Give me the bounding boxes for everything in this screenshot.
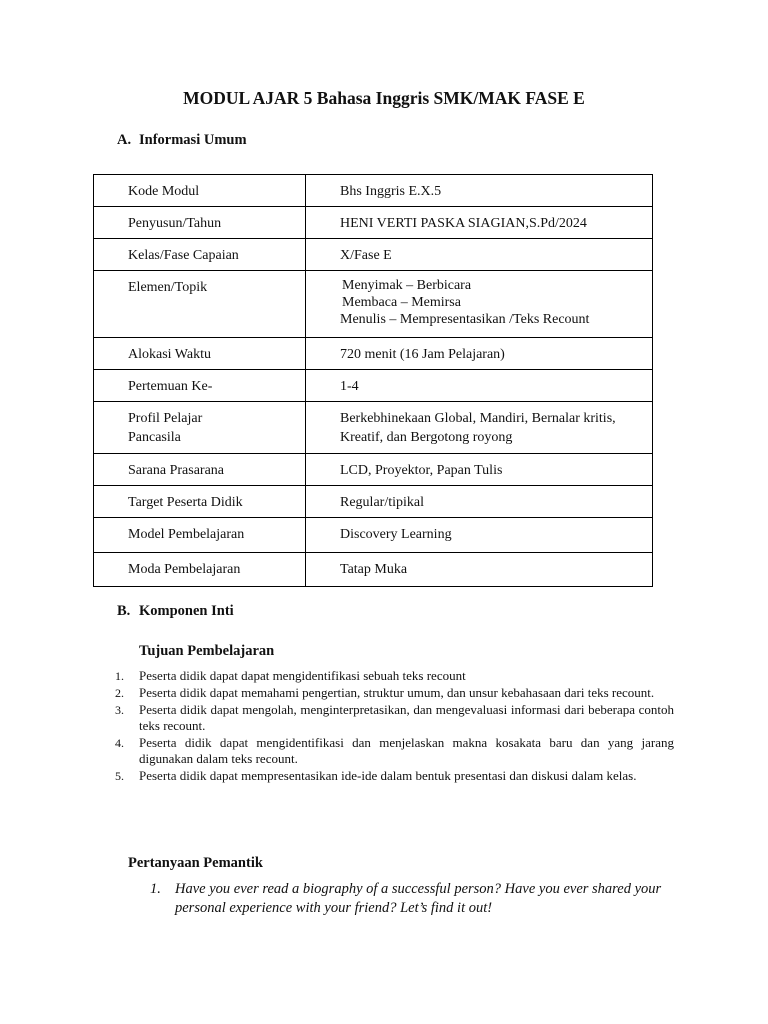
table-value: Discovery Learning	[340, 527, 452, 542]
list-text: Have you ever read a biography of a successful person? Have you ever shared your personal experience with your friend? Let’s find it out!	[175, 881, 662, 916]
table-key-cell	[94, 175, 306, 207]
list-item	[93, 668, 674, 684]
table-value-cell	[306, 370, 653, 402]
list-text: mempresentasikan ide-ide dalam bentuk presentasi dan diskusi dalam kelas.	[237, 768, 637, 783]
table-key: Kelas/Fase Capaian	[128, 248, 239, 263]
list-number: 2.	[115, 686, 124, 700]
table-key: Target Peserta Didik	[128, 495, 243, 510]
table-key-cell	[94, 271, 306, 338]
table-key-cell	[94, 454, 306, 486]
table-value: LCD, Proyektor, Papan Tulis	[340, 463, 503, 478]
table-value: X/Fase E	[340, 248, 392, 263]
list-text: mengidentifikasi dan menjelaskan makna kosakata baru dan yang jarang digunakan dalam teks recount.	[139, 735, 674, 766]
table-value-cell	[306, 402, 653, 454]
list-item	[150, 880, 670, 918]
table-value-line: Berkebhinekaan Global, Mandiri, Bernalar kritis,	[340, 411, 616, 426]
list-item	[93, 702, 674, 734]
table-value-cell	[306, 454, 653, 486]
section-b-letter: B.	[117, 603, 131, 619]
table-value: Bhs Inggris E.X.5	[340, 184, 442, 199]
list-number: 5.	[115, 769, 124, 783]
table-value-cell	[306, 338, 653, 370]
table-value-cell	[306, 271, 653, 338]
table-row	[94, 486, 653, 518]
table-row	[94, 175, 653, 207]
page-title: MODUL AJAR 5 Bahasa Inggris SMK/MAK FASE E	[183, 88, 585, 108]
table-key: Kode Modul	[128, 184, 200, 199]
table-value: Regular/tipikal	[340, 495, 424, 510]
list-text: dapat mengidentifikasi sebuah teks recount	[237, 668, 466, 683]
table-value-cell	[306, 207, 653, 239]
list-item	[93, 685, 674, 701]
list-text: mengolah, menginterpretasikan, dan mengevaluasi informasi dari beberapa contoh teks recount.	[139, 702, 674, 733]
table-key-cell	[94, 370, 306, 402]
table-key-line: Profil Pelajar	[128, 411, 203, 426]
table-key: Penyusun/Tahun	[128, 216, 222, 231]
table-key: Alokasi Waktu	[128, 347, 211, 362]
table-key: Pertemuan Ke-	[128, 379, 213, 394]
list-text: memahami pengertian, struktur umum, dan unsur kebahasaan dari teks recount.	[237, 685, 655, 700]
list-lead: Peserta didik dapat	[139, 768, 238, 783]
table-value-cell	[306, 239, 653, 271]
table-value-cell	[306, 518, 653, 553]
list-number: 3.	[115, 703, 124, 717]
table-key	[128, 402, 305, 447]
section-a-label: Informasi Umum	[139, 132, 247, 148]
table-key-line: Pancasila	[128, 430, 181, 445]
table-key-cell	[94, 486, 306, 518]
list-lead: Peserta didik dapat	[139, 702, 239, 717]
list-lead: Peserta didik dapat	[139, 735, 249, 750]
table-value-line: Kreatif, dan Bergotong royong	[340, 430, 513, 445]
pemantik-title: Pertanyaan Pemantik	[128, 855, 263, 871]
table-value	[340, 402, 652, 447]
table-value: Tatap Muka	[340, 562, 408, 577]
table-value-line: Menulis – Mempresentasikan /Teks Recount	[340, 312, 590, 327]
table-value	[340, 271, 652, 328]
list-lead: Peserta didik dapat	[139, 668, 238, 683]
table-key-cell	[94, 518, 306, 553]
list-number: 1.	[150, 881, 161, 897]
list-number: 1.	[115, 669, 124, 683]
table-key: Model Pembelajaran	[128, 527, 245, 542]
table-row	[94, 271, 653, 338]
table-value: 1-4	[340, 379, 359, 394]
table-value-cell	[306, 486, 653, 518]
table-row	[94, 454, 653, 486]
table-key: Sarana Prasarana	[128, 463, 225, 478]
section-b-label: Komponen Inti	[139, 603, 234, 619]
table-key-cell	[94, 338, 306, 370]
list-item	[93, 768, 674, 784]
table-value-cell	[306, 175, 653, 207]
table-row	[94, 239, 653, 271]
section-a-letter: A.	[117, 132, 132, 148]
table-row	[94, 518, 653, 553]
info-table	[93, 174, 653, 587]
table-key-cell	[94, 207, 306, 239]
table-value-cell	[306, 553, 653, 587]
table-row	[94, 402, 653, 454]
section-b-heading	[117, 603, 234, 620]
table-row	[94, 207, 653, 239]
section-a-heading	[117, 132, 247, 149]
list-item	[93, 735, 674, 767]
list-number: 4.	[115, 736, 124, 750]
tujuan-title: Tujuan Pembelajaran	[139, 643, 275, 659]
list-lead: Peserta didik dapat	[139, 685, 238, 700]
table-value-line: Membaca – Memirsa	[342, 295, 461, 310]
table-value: 720 menit (16 Jam Pelajaran)	[340, 347, 505, 362]
table-key: Moda Pembelajaran	[128, 562, 241, 577]
table-value: HENI VERTI PASKA SIAGIAN,S.Pd/2024	[340, 216, 587, 231]
table-row	[94, 338, 653, 370]
table-key-cell	[94, 239, 306, 271]
tujuan-list	[93, 668, 674, 785]
table-key-cell	[94, 553, 306, 587]
table-value-line: Menyimak – Berbicara	[342, 278, 472, 293]
pemantik-list	[150, 880, 670, 918]
table-key: Elemen/Topik	[128, 280, 208, 295]
table-row	[94, 553, 653, 587]
table-key-cell	[94, 402, 306, 454]
table-row	[94, 370, 653, 402]
